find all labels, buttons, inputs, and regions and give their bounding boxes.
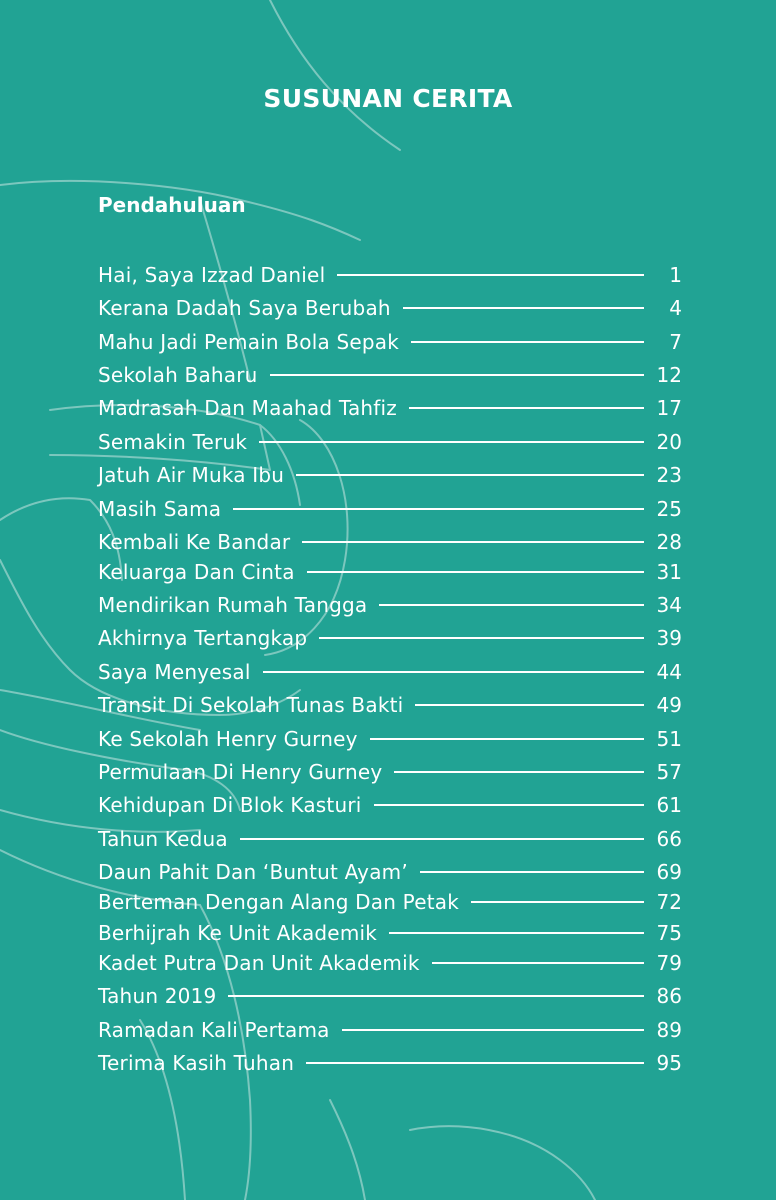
toc-entry-title: Berhijrah Ke Unit Akademik — [98, 921, 378, 945]
toc-entry-title: Berteman Dengan Alang Dan Petak — [98, 890, 459, 914]
toc-entry[interactable] — [98, 527, 682, 557]
toc-entry[interactable] — [98, 724, 682, 754]
toc-entry-title: Hai, Saya Izzad Daniel — [98, 263, 326, 287]
toc-leader-line — [389, 932, 644, 934]
toc-entry-title: Keluarga Dan Cinta — [98, 560, 295, 584]
toc-leader-line — [306, 1062, 644, 1064]
toc-entry[interactable] — [98, 824, 682, 854]
toc-entry-title: Mendirikan Rumah Tangga — [98, 593, 368, 617]
toc-entry[interactable] — [98, 327, 682, 357]
toc-page-number: 7 — [669, 330, 682, 354]
toc-leader-line — [415, 704, 644, 706]
toc-page-number: 57 — [656, 760, 682, 784]
toc-entry-title: Akhirnya Tertangkap — [98, 626, 308, 650]
toc-page-number: 69 — [656, 860, 682, 884]
toc-entry-title: Daun Pahit Dan ‘Buntut Ayam’ — [98, 860, 408, 884]
toc-leader-line — [394, 771, 644, 773]
toc-leader-line — [403, 307, 644, 309]
toc-entry-title: Terima Kasih Tuhan — [98, 1051, 295, 1075]
toc-entry[interactable] — [98, 557, 682, 587]
toc-page-number: 89 — [656, 1018, 682, 1042]
toc-leader-line — [240, 838, 644, 840]
toc-entry[interactable] — [98, 393, 682, 423]
toc-leader-line — [228, 995, 644, 997]
toc-entry[interactable] — [98, 918, 682, 948]
toc-page-number: 49 — [656, 693, 682, 717]
toc-page-number: 86 — [656, 984, 682, 1008]
toc-leader-line — [319, 637, 644, 639]
toc-entry-title: Transit Di Sekolah Tunas Bakti — [98, 693, 404, 717]
toc-entry-title: Madrasah Dan Maahad Tahfiz — [98, 396, 397, 420]
toc-entry[interactable] — [98, 590, 682, 620]
toc-entry[interactable] — [98, 690, 682, 720]
toc-page-number: 20 — [656, 430, 682, 454]
toc-entry-title: Ke Sekolah Henry Gurney — [98, 727, 358, 751]
toc-leader-line — [409, 407, 644, 409]
toc-leader-line — [259, 441, 644, 443]
toc-entry[interactable] — [98, 494, 682, 524]
toc-page-number: 34 — [656, 593, 682, 617]
toc-entry-title: Tahun 2019 — [98, 984, 217, 1008]
toc-page-number: 79 — [656, 951, 682, 975]
toc-page-number: 51 — [656, 727, 682, 751]
toc-leader-line — [337, 274, 644, 276]
toc-leader-line — [370, 738, 644, 740]
toc-entry-title: Saya Menyesal — [98, 660, 251, 684]
toc-leader-line — [263, 671, 644, 673]
toc-entry-title: Mahu Jadi Pemain Bola Sepak — [98, 330, 400, 354]
toc-entry-title: Sekolah Baharu — [98, 363, 258, 387]
toc-page-number: 44 — [656, 660, 682, 684]
toc-leader-line — [379, 604, 644, 606]
page-title: SUSUNAN CERITA — [263, 84, 513, 113]
toc-leader-line — [411, 341, 644, 343]
toc-page-number: 61 — [656, 793, 682, 817]
toc-entry[interactable] — [98, 623, 682, 653]
toc-leader-line — [296, 474, 644, 476]
toc-entry[interactable] — [98, 260, 682, 290]
toc-entry[interactable] — [98, 887, 682, 917]
toc-entry[interactable] — [98, 981, 682, 1011]
toc-leader-line — [342, 1029, 644, 1031]
toc-entry[interactable] — [98, 1015, 682, 1045]
toc-leader-line — [471, 901, 644, 903]
toc-entry[interactable] — [98, 857, 682, 887]
toc-leader-line — [307, 571, 644, 573]
toc-entry-title: Kehidupan Di Blok Kasturi — [98, 793, 362, 817]
toc-leader-line — [432, 962, 644, 964]
toc-leader-line — [270, 374, 644, 376]
toc-page-number: 31 — [656, 560, 682, 584]
toc-entry-title: Kadet Putra Dan Unit Akademik — [98, 951, 420, 975]
toc-leader-line — [302, 541, 644, 543]
toc-entry[interactable] — [98, 360, 682, 390]
toc-entry[interactable] — [98, 657, 682, 687]
toc-entry-title: Masih Sama — [98, 497, 222, 521]
toc-page-number: 12 — [656, 363, 682, 387]
toc-entry-title: Tahun Kedua — [98, 827, 228, 851]
toc-page-number: 4 — [669, 296, 682, 320]
section-heading: Pendahuluan — [98, 193, 246, 217]
toc-entry-title: Ramadan Kali Pertama — [98, 1018, 330, 1042]
toc-leader-line — [233, 508, 644, 510]
toc-entry[interactable] — [98, 460, 682, 490]
toc-entry-title: Jatuh Air Muka Ibu — [98, 463, 285, 487]
toc-entry-title: Semakin Teruk — [98, 430, 248, 454]
toc-page-number: 95 — [656, 1051, 682, 1075]
toc-page-number: 23 — [656, 463, 682, 487]
toc-entry-title: Permulaan Di Henry Gurney — [98, 760, 383, 784]
toc-page-number: 25 — [656, 497, 682, 521]
toc-entry-title: Kerana Dadah Saya Berubah — [98, 296, 391, 320]
toc-page-number: 72 — [656, 890, 682, 914]
toc-page-number: 39 — [656, 626, 682, 650]
toc-page-number: 28 — [656, 530, 682, 554]
toc-entry[interactable] — [98, 790, 682, 820]
toc-page-number: 66 — [656, 827, 682, 851]
toc-entry[interactable] — [98, 293, 682, 323]
toc-entry[interactable] — [98, 427, 682, 457]
toc-entry[interactable] — [98, 948, 682, 978]
toc-leader-line — [374, 804, 644, 806]
toc-entry-title: Kembali Ke Bandar — [98, 530, 291, 554]
toc-page-number: 75 — [656, 921, 682, 945]
toc-page-number: 17 — [656, 396, 682, 420]
toc-entry[interactable] — [98, 1048, 682, 1078]
toc-entry[interactable] — [98, 757, 682, 787]
toc-page-number: 1 — [669, 263, 682, 287]
toc-leader-line — [420, 871, 644, 873]
